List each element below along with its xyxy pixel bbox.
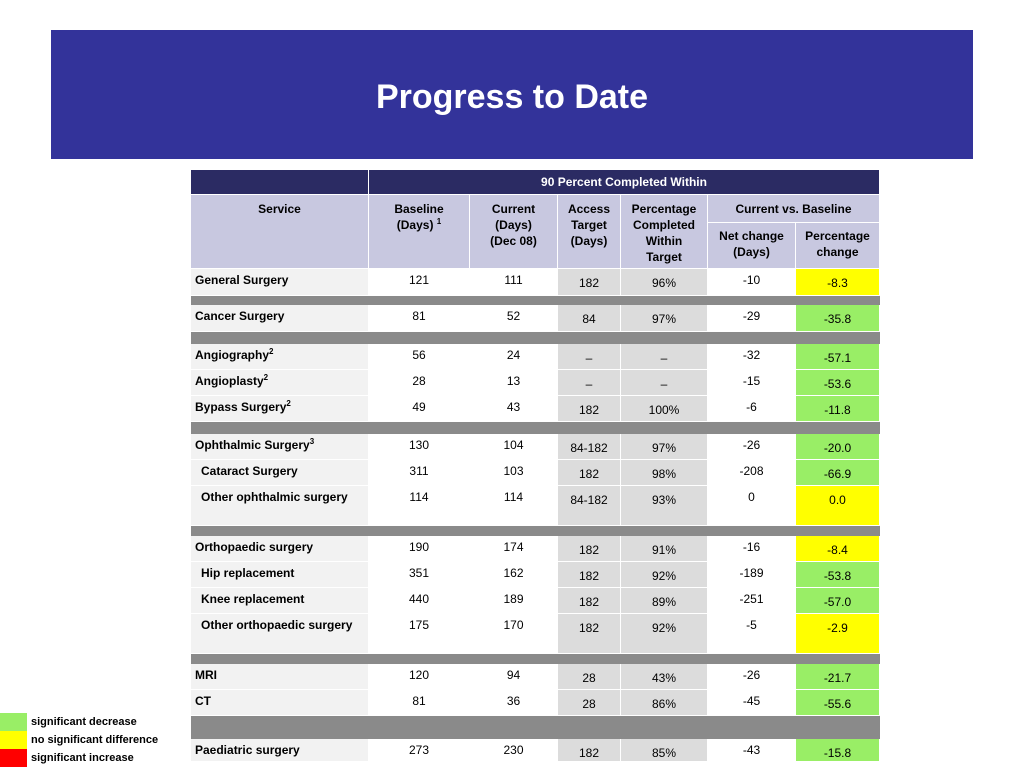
cell-pct: 89% <box>621 588 708 614</box>
cell-service <box>191 562 369 588</box>
section-divider <box>191 526 880 536</box>
cell-target: 182 <box>558 739 621 762</box>
cell-pct: 97% <box>621 305 708 332</box>
table-row <box>191 396 880 422</box>
service-name: Paediatric surgery <box>195 743 300 757</box>
cell-pct: 97% <box>621 434 708 460</box>
title-banner <box>51 30 973 159</box>
header-current: Current (Days) (Dec 08) <box>470 195 558 269</box>
cell-target: 182 <box>558 588 621 614</box>
header-row-columns <box>191 195 880 269</box>
service-name: Cancer Surgery <box>195 309 285 323</box>
cell-current: 13 <box>470 370 558 396</box>
cell-change: -53.8 <box>796 562 880 588</box>
cell-current: 230 <box>470 739 558 762</box>
service-name: Angiography <box>195 348 269 362</box>
cell-baseline: 114 <box>369 486 470 526</box>
cell-net: -6 <box>708 396 796 422</box>
cell-pct: 85% <box>621 739 708 762</box>
legend-item <box>0 713 190 731</box>
cell-current: 94 <box>470 664 558 690</box>
cell-current: 111 <box>470 269 558 296</box>
service-name: CT <box>195 694 211 708</box>
table-row <box>191 562 880 588</box>
cell-net: -43 <box>708 739 796 762</box>
table-row <box>191 434 880 460</box>
cell-change: -53.6 <box>796 370 880 396</box>
cell-current: 52 <box>470 305 558 332</box>
cell-baseline: 190 <box>369 536 470 562</box>
cell-current: 170 <box>470 614 558 654</box>
table-row <box>191 269 880 296</box>
cell-pct: 86% <box>621 690 708 716</box>
legend-label: significant increase <box>31 752 134 764</box>
table-row <box>191 344 880 370</box>
cell-net: -251 <box>708 588 796 614</box>
service-name: Other ophthalmic surgery <box>201 490 348 504</box>
cell-change: -20.0 <box>796 434 880 460</box>
cell-baseline: 49 <box>369 396 470 422</box>
cell-target: 84 <box>558 305 621 332</box>
table-row <box>191 664 880 690</box>
cell-target: 28 <box>558 664 621 690</box>
section-divider <box>191 654 880 664</box>
cell-pct: 98% <box>621 460 708 486</box>
cell-net: -208 <box>708 460 796 486</box>
cell-baseline: 28 <box>369 370 470 396</box>
cell-baseline: 81 <box>369 305 470 332</box>
cell-change: -35.8 <box>796 305 880 332</box>
table-row <box>191 486 880 526</box>
cell-net: -15 <box>708 370 796 396</box>
cell-service <box>191 486 369 526</box>
header-service: Service <box>191 195 369 269</box>
cell-pct: 100% <box>621 396 708 422</box>
service-name: MRI <box>195 668 217 682</box>
cell-pct: 91% <box>621 536 708 562</box>
legend-label: significant decrease <box>31 716 137 728</box>
cell-service <box>191 434 369 460</box>
header-row-group <box>191 170 880 195</box>
service-name: General Surgery <box>195 273 289 287</box>
cell-current: 24 <box>470 344 558 370</box>
footnote-marker: 2 <box>269 347 274 356</box>
table-row <box>191 460 880 486</box>
cell-current: 189 <box>470 588 558 614</box>
cell-baseline: 175 <box>369 614 470 654</box>
cell-current: 162 <box>470 562 558 588</box>
footnote-marker: 2 <box>286 399 291 408</box>
cell-change: -57.1 <box>796 344 880 370</box>
header-net-change: Net change (Days) <box>708 223 796 269</box>
table-row <box>191 588 880 614</box>
cell-service <box>191 305 369 332</box>
cell-service <box>191 370 369 396</box>
cell-change: -21.7 <box>796 664 880 690</box>
cell-net: -29 <box>708 305 796 332</box>
cell-target: 28 <box>558 690 621 716</box>
group-header: 90 Percent Completed Within <box>369 170 880 195</box>
cell-baseline: 311 <box>369 460 470 486</box>
cell-change: -57.0 <box>796 588 880 614</box>
cell-pct: 92% <box>621 562 708 588</box>
legend-swatch <box>0 713 27 731</box>
cell-target: 84-182 <box>558 486 621 526</box>
cell-net: -45 <box>708 690 796 716</box>
cell-change: -8.3 <box>796 269 880 296</box>
section-divider <box>191 331 880 344</box>
cell-pct: 96% <box>621 269 708 296</box>
cell-target: 182 <box>558 396 621 422</box>
cell-current: 114 <box>470 486 558 526</box>
cell-service <box>191 690 369 716</box>
header-percentage-change: Percentage change <box>796 223 880 269</box>
cell-target: 182 <box>558 269 621 296</box>
cell-target: – <box>558 370 621 396</box>
cell-pct: – <box>621 344 708 370</box>
cell-baseline: 440 <box>369 588 470 614</box>
table-row <box>191 690 880 716</box>
footnote-marker: 2 <box>263 373 269 382</box>
cell-target: 182 <box>558 614 621 654</box>
cell-baseline: 81 <box>369 690 470 716</box>
cell-service <box>191 536 369 562</box>
cell-net: 0 <box>708 486 796 526</box>
service-name: Orthopaedic surgery <box>195 540 314 554</box>
service-name: Hip replacement <box>201 566 295 580</box>
cell-change: -8.4 <box>796 536 880 562</box>
table-row <box>191 614 880 654</box>
cell-pct: – <box>621 370 708 396</box>
service-name: Cataract Surgery <box>201 464 298 478</box>
header-corner <box>191 170 369 195</box>
cell-target: 182 <box>558 460 621 486</box>
cell-target: 182 <box>558 562 621 588</box>
cell-current: 43 <box>470 396 558 422</box>
legend-item <box>0 749 190 767</box>
cell-change: -55.6 <box>796 690 880 716</box>
cell-current: 174 <box>470 536 558 562</box>
cell-current: 103 <box>470 460 558 486</box>
header-baseline: Baseline (Days) $^1$ <box>369 195 470 269</box>
header-percentage-within: Percentage Completed Within Target <box>621 195 708 269</box>
cell-baseline: 351 <box>369 562 470 588</box>
cell-target: 84-182 <box>558 434 621 460</box>
cell-target: 182 <box>558 536 621 562</box>
cell-baseline: 130 <box>369 434 470 460</box>
table-row <box>191 305 880 332</box>
cell-baseline: 56 <box>369 344 470 370</box>
header-access-target: Access Target (Days) <box>558 195 621 269</box>
cell-pct: 43% <box>621 664 708 690</box>
table-row <box>191 536 880 562</box>
cell-change: 0.0 <box>796 486 880 526</box>
cell-net: -16 <box>708 536 796 562</box>
cell-service <box>191 614 369 654</box>
service-name: Knee replacement <box>201 592 305 606</box>
service-name: Angioplasty <box>195 374 264 388</box>
cell-baseline: 273 <box>369 739 470 762</box>
cell-change: -2.9 <box>796 614 880 654</box>
header-current-vs-baseline: Current vs. Baseline <box>708 195 880 223</box>
table-row <box>191 739 880 762</box>
cell-net: -26 <box>708 664 796 690</box>
section-divider <box>191 296 880 305</box>
cell-service <box>191 588 369 614</box>
cell-current: 104 <box>470 434 558 460</box>
cell-net: -10 <box>708 269 796 296</box>
footnote-marker: 3 <box>309 437 315 446</box>
legend-swatch <box>0 731 27 749</box>
cell-pct: 92% <box>621 614 708 654</box>
cell-service <box>191 460 369 486</box>
table-row <box>191 370 880 396</box>
cell-baseline: 121 <box>369 269 470 296</box>
cell-change: -66.9 <box>796 460 880 486</box>
service-name: Ophthalmic Surgery <box>195 438 310 452</box>
legend-label: no significant difference <box>31 734 159 746</box>
cell-service <box>191 664 369 690</box>
cell-change: -15.8 <box>796 739 880 762</box>
cell-pct: 93% <box>621 486 708 526</box>
cell-net: -26 <box>708 434 796 460</box>
cell-service <box>191 344 369 370</box>
section-divider <box>191 422 880 434</box>
cell-net: -5 <box>708 614 796 654</box>
cell-net: -189 <box>708 562 796 588</box>
service-name: Other orthopaedic surgery <box>201 618 353 632</box>
section-divider <box>191 716 880 739</box>
legend-swatch <box>0 749 27 767</box>
cell-baseline: 120 <box>369 664 470 690</box>
slide-title: Progress to Date <box>375 78 649 116</box>
cell-current: 36 <box>470 690 558 716</box>
cell-service <box>191 739 369 762</box>
cell-service <box>191 396 369 422</box>
cell-target: – <box>558 344 621 370</box>
cell-change: -11.8 <box>796 396 880 422</box>
cell-net: -32 <box>708 344 796 370</box>
service-name: Bypass Surgery <box>195 400 287 414</box>
legend-item <box>0 731 190 749</box>
cell-service <box>191 269 369 296</box>
